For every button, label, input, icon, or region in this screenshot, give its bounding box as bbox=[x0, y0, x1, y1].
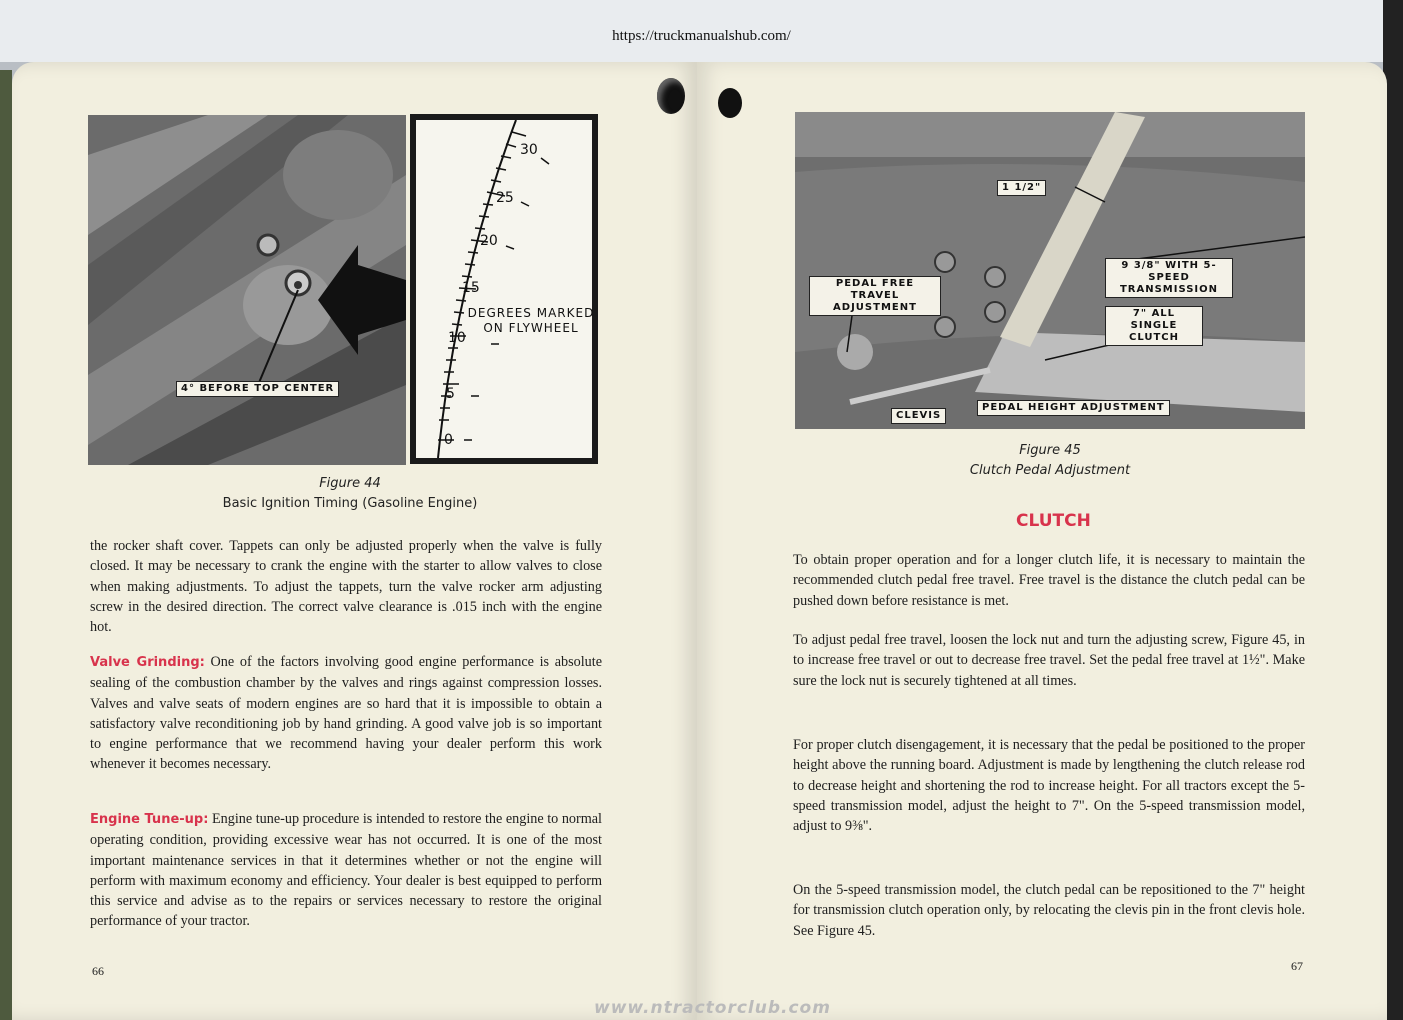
dial-tick-label: 25 bbox=[496, 190, 514, 206]
callout-before-top-center: 4° BEFORE TOP CENTER bbox=[176, 381, 339, 397]
timing-dial bbox=[410, 114, 598, 464]
label-single-clutch: 7" ALL SINGLE CLUTCH bbox=[1105, 306, 1203, 346]
run-in-heading: Engine Tune-up: bbox=[90, 812, 209, 827]
dial-tick-label: 20 bbox=[480, 233, 498, 249]
paragraph-text: One of the factors involving good engine performance is absolute sealing of the combustion chamber by the valves and rings against compression losses. Valves and valve seats of modern engines are so hard that it is impossible to obtain a satisfactory valve reconditioning job by hand grinding. A good valve job is so important to engine performance that we recommend having your dealer perform this work whenever it becomes necessary. bbox=[90, 654, 603, 773]
label-one-and-a-half: 1 1/2" bbox=[997, 180, 1046, 196]
label-pedal-free-travel: PEDAL FREE TRAVEL ADJUSTMENT bbox=[809, 276, 941, 316]
dial-scale-illustration bbox=[416, 120, 592, 458]
book-edge bbox=[0, 70, 12, 1020]
binder-hole-right bbox=[718, 88, 742, 118]
figure-number: Figure 44 bbox=[319, 476, 381, 491]
dial-tick-label: 30 bbox=[520, 142, 538, 158]
dial-tick-label: 15 bbox=[462, 280, 480, 296]
binder-hole-left bbox=[657, 78, 685, 114]
figure-number: Figure 45 bbox=[1019, 443, 1081, 458]
paragraph-valve-grinding bbox=[90, 652, 602, 775]
engine-photo-illustration bbox=[88, 115, 406, 465]
dial-tick-label: 0 bbox=[444, 432, 453, 448]
label-five-speed: 9 3/8" WITH 5-SPEED TRANSMISSION bbox=[1105, 258, 1233, 298]
label-clevis: CLEVIS bbox=[891, 408, 946, 424]
label-pedal-height: PEDAL HEIGHT ADJUSTMENT bbox=[977, 400, 1170, 416]
paragraph-text: Engine tune-up procedure is intended to restore the engine to normal operating condition, providing excessive wear has not occurred. It is one of the most important maintenance services in that it determines whether or not the engine will perform with maximum economy and efficiency. Your dealer is best equipped to perform this service and advise as to the repairs or services necessary to restore the original performance of your tractor. bbox=[90, 811, 603, 930]
paragraph: the rocker shaft cover. Tappets can only be adjusted properly when the valve is fully closed. It may be necessary to crank the engine with the starter to allow valves to close when making adjustments. To adjust the tappets, turn the valve rocker arm adjusting screw in the desired direction. The correct valve clearance is .015 inch with the engine hot. bbox=[90, 538, 602, 636]
figure-title: Basic Ignition Timing (Gasoline Engine) bbox=[222, 496, 478, 511]
figure-44-caption bbox=[200, 474, 500, 514]
page-number: 66 bbox=[92, 964, 104, 978]
run-in-heading: Valve Grinding: bbox=[90, 655, 205, 670]
dial-tick-label: 5 bbox=[446, 386, 455, 402]
dial-caption: DEGREES MARKED ON FLYWHEEL bbox=[467, 306, 595, 335]
figure-45-photo bbox=[795, 112, 1305, 429]
figure-title: Clutch Pedal Adjustment bbox=[969, 463, 1131, 478]
watermark: www.ntractorclub.com bbox=[594, 998, 831, 1018]
page-number: 67 bbox=[1291, 959, 1303, 973]
figure-45-caption bbox=[900, 441, 1200, 481]
paragraph: To adjust pedal free travel, loosen the lock nut and turn the adjusting screw, Figure 45, in to increase free travel or out to decrease free travel. Set the pedal free travel at 1½". Make sure the lock nut is securely tightened at all times. bbox=[793, 632, 1305, 689]
paragraph: On the 5-speed transmission model, the clutch pedal can be repositioned to the 7" height for transmission clutch operation only, by relocating the clevis pin in the front clevis hole. See Figure 45. bbox=[793, 882, 1305, 939]
dial-tick-label: 10 bbox=[448, 330, 466, 346]
paragraph: For proper clutch disengagement, it is necessary that the pedal be positioned to the proper height above the running board. Adjustment is made by lengthening the clutch release rod to decrease height and shortening the rod to increase height. For all tractors except the 5-speed transmission model, adjust the height to 7". On the 5-speed transmission model, adjust to 9⅜". bbox=[793, 737, 1305, 835]
figure-44-photo bbox=[88, 115, 406, 465]
source-url: https://truckmanualshub.com/ bbox=[612, 28, 791, 44]
paragraph-engine-tune-up bbox=[90, 809, 602, 932]
paragraph: To obtain proper operation and for a longer clutch life, it is necessary to maintain the recommended clutch pedal free travel. Free travel is the distance the clutch pedal can be pushed down before resistance is met. bbox=[793, 552, 1305, 609]
section-heading: CLUTCH bbox=[1016, 511, 1091, 531]
